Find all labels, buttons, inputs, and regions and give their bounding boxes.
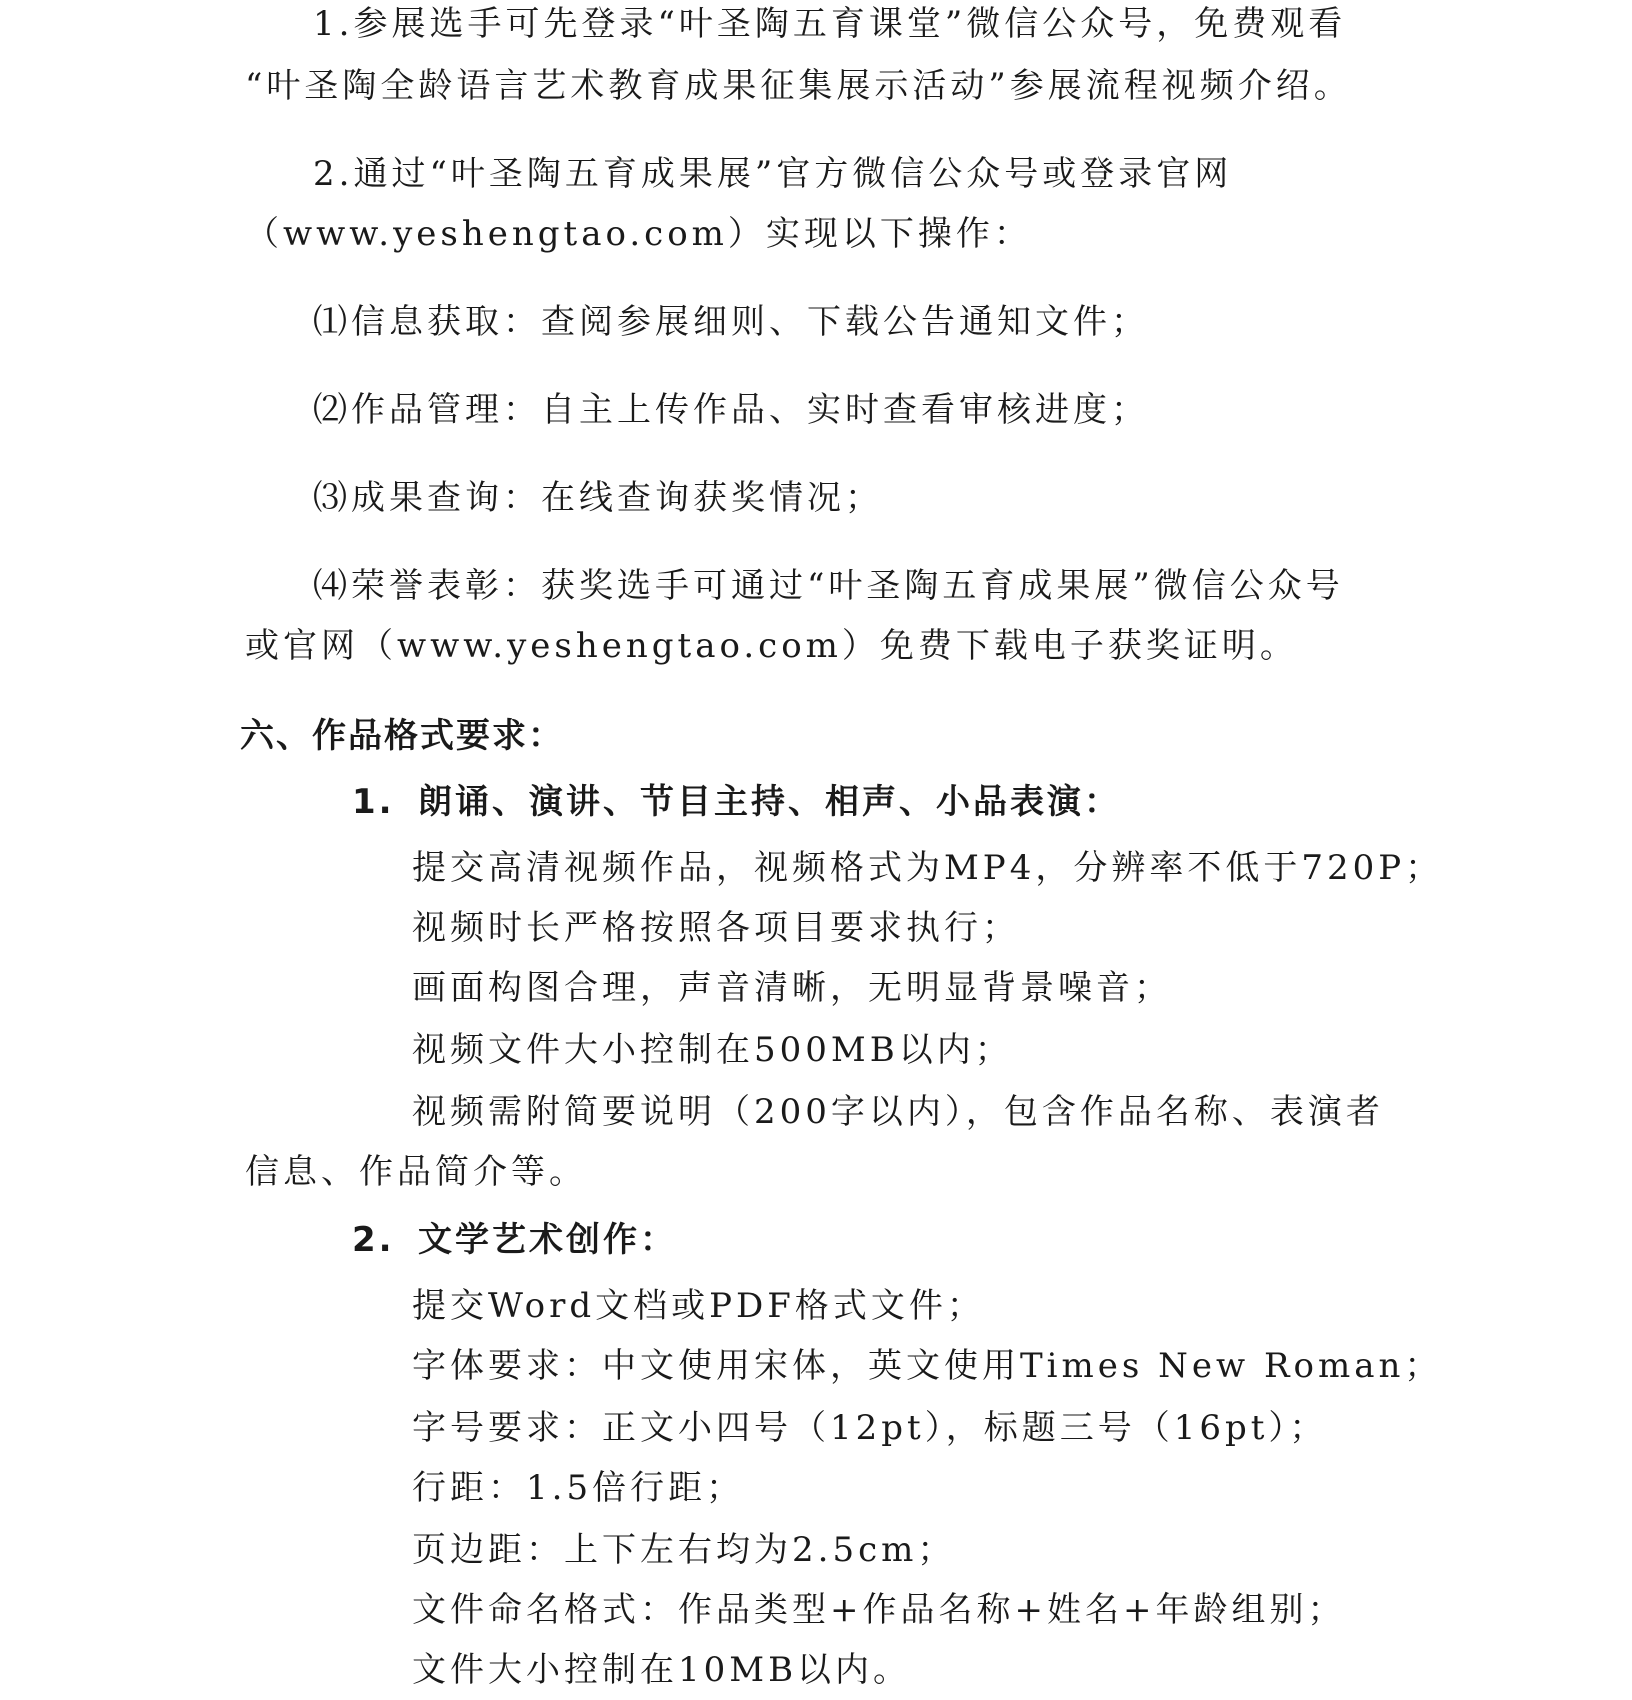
requirement-line: 画面构图合理，声音清晰，无明显背景噪音；	[412, 968, 1172, 1008]
paragraph-item2-line1: 2.通过“叶圣陶五育成果展”官方微信公众号或登录官网	[313, 154, 1233, 194]
subsection-1-number: 1.	[352, 782, 395, 822]
paragraph-item1-line1: 1.参展选手可先登录“叶圣陶五育课堂”微信公众号，免费观看	[313, 4, 1347, 44]
operation-item-3: ⑶成果查询：在线查询获奖情况；	[313, 478, 883, 518]
requirement-line: 视频需附简要说明（200字以内），包含作品名称、表演者	[412, 1092, 1384, 1132]
requirement-line: 视频时长严格按照各项目要求执行；	[412, 908, 1020, 948]
requirement-line: 提交Word文档或PDF格式文件；	[412, 1286, 985, 1326]
operation-item-4-line1: ⑷荣誉表彰：获奖选手可通过“叶圣陶五育成果展”微信公众号	[313, 566, 1344, 606]
operation-item-2: ⑵作品管理：自主上传作品、实时查看审核进度；	[313, 390, 1149, 430]
requirement-line: 文件命名格式：作品类型+作品名称+姓名+年龄组别；	[412, 1590, 1346, 1630]
requirement-line: 提交高清视频作品，视频格式为MP4，分辨率不低于720P；	[412, 848, 1444, 888]
subsection-2-heading	[352, 1218, 677, 1262]
requirement-line: 行距：1.5倍行距；	[412, 1468, 745, 1508]
requirement-line-continuation: 信息、作品简介等。	[245, 1152, 587, 1192]
requirement-line: 字体要求：中文使用宋体，英文使用Times New Roman；	[412, 1346, 1443, 1386]
operation-item-1: ⑴信息获取：查阅参展细则、下载公告通知文件；	[313, 302, 1149, 342]
subsection-1-title: 朗诵、演讲、节目主持、相声、小品表演：	[418, 782, 1121, 822]
subsection-2-title: 文学艺术创作：	[418, 1220, 677, 1260]
paragraph-item1-line2: “叶圣陶全龄语言艺术教育成果征集展示活动”参展流程视频介绍。	[245, 66, 1352, 106]
requirement-line: 文件大小控制在10MB以内。	[412, 1650, 912, 1690]
operation-item-4-line2: 或官网（www.yeshengtao.com）免费下载电子获奖证明。	[245, 626, 1298, 666]
section-heading: 六、作品格式要求：	[240, 716, 564, 756]
subsection-1-heading	[352, 780, 1121, 824]
requirement-line: 视频文件大小控制在500MB以内；	[412, 1030, 1013, 1070]
requirement-line: 页边距：上下左右均为2.5cm；	[412, 1530, 956, 1570]
paragraph-item2-line2: （www.yeshengtao.com）实现以下操作：	[245, 214, 1032, 254]
subsection-2-number: 2.	[352, 1220, 395, 1260]
requirement-line: 字号要求：正文小四号（12pt），标题三号（16pt）；	[412, 1408, 1328, 1448]
